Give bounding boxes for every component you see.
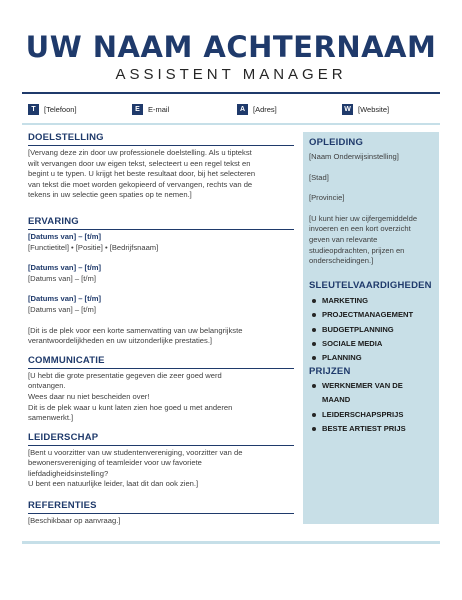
objective-line: wilt vervangen door uw eigen tekst, selecteert u een regel tekst en — [28, 158, 251, 168]
education-details: [U kunt hier uw cijfergemiddelde — [309, 213, 418, 223]
contact-address[interactable] — [237, 102, 277, 116]
section-underline — [28, 445, 294, 446]
job-dates-sub: [Datums van] – [t/m] — [28, 273, 96, 283]
objective-heading: DOELSTELLING — [28, 132, 104, 143]
email-icon: E — [132, 104, 143, 115]
skills-block — [309, 280, 437, 365]
section-underline — [28, 229, 294, 230]
communication-line: Wees daar nu niet bescheiden over! — [28, 391, 150, 401]
education-details: onderscheidingen.] — [309, 256, 374, 266]
education-details: invoeren en een kort overzicht — [309, 224, 411, 234]
education-details: geven van relevante — [309, 234, 378, 244]
email-label: E-mail — [148, 104, 170, 114]
address-label: [Adres] — [253, 104, 277, 114]
awards-list — [309, 379, 437, 436]
skill-item: MARKETING — [309, 294, 437, 308]
awards-heading: PRIJZEN — [309, 366, 351, 377]
address-icon: A — [237, 104, 248, 115]
skills-heading: SLEUTELVAARDIGHEDEN — [309, 280, 432, 291]
skill-item: BUDGETPLANNING — [309, 323, 437, 337]
leadership-line: [Bent u voorzitter van uw studentenvereniging, voorzitter van de — [28, 447, 243, 457]
leadership-line: U bent een natuurlijke leider, laat dit dan ook zien.] — [28, 479, 199, 489]
experience-summary: verantwoordelijkheden en uw uitzonderlijke prestaties.] — [28, 336, 213, 346]
awards-block — [309, 366, 437, 436]
experience-heading: ERVARING — [28, 215, 79, 227]
communication-line: ontvangen. — [28, 381, 66, 391]
phone-label: [Telefoon] — [44, 104, 77, 114]
experience-summary: [Dit is de plek voor een korte samenvatting van uw belangrijkste — [28, 325, 243, 335]
section-experience — [28, 216, 294, 347]
website-icon: W — [342, 104, 353, 115]
skill-item: PROJECTMANAGEMENT — [309, 308, 437, 322]
website-label: [Website] — [358, 104, 390, 114]
section-objective — [28, 132, 294, 201]
award-item: LEIDERSCHAPSPRIJS — [309, 408, 437, 422]
education-province: [Provincie] — [309, 193, 345, 203]
footer-divider — [22, 541, 440, 544]
job-dates-sub: [Datums van] – [t/m] — [28, 304, 96, 314]
leadership-heading: LEIDERSCHAP — [28, 431, 99, 443]
phone-icon: T — [28, 104, 39, 115]
award-item-continued: MAAND — [322, 395, 351, 405]
main-column — [28, 132, 294, 527]
communication-line: [U hebt die grote presentatie gegeven die zeer goed werd — [28, 370, 222, 380]
objective-line: tekens in uw selectie geen spaties op te nemen.] — [28, 190, 192, 200]
job-dates: [Datums van] – [t/m] — [28, 263, 101, 273]
job-dates: [Datums van] – [t/m] — [28, 294, 101, 304]
objective-line: van tekst die moet worden gekopieerd of vervangen, rechts van de — [28, 179, 253, 189]
skill-item: SOCIALE MEDIA — [309, 337, 437, 351]
objective-line: begint u te typen. U krijgt het beste resultaat door, bij het selecteren — [28, 169, 256, 179]
communication-line: samenwerkt.] — [28, 413, 74, 423]
contact-divider — [22, 123, 440, 125]
leadership-line: bewonersvereniging of teamleider voor uw favoriete — [28, 458, 202, 468]
job-dates: [Datums van] – [t/m] — [28, 231, 101, 241]
section-leadership — [28, 432, 294, 490]
contact-website[interactable] — [342, 102, 389, 116]
job-title: ASSISTENT MANAGER — [115, 66, 347, 83]
education-city: [Stad] — [309, 172, 329, 182]
contact-email[interactable] — [132, 102, 169, 116]
references-heading: REFERENTIES — [28, 500, 97, 512]
references-text: [Beschikbaar op aanvraag.] — [28, 516, 121, 526]
education-details: studieopdrachten, prijzen en — [309, 245, 405, 255]
education-block — [309, 137, 437, 267]
communication-heading: COMMUNICATIE — [28, 354, 105, 366]
section-underline — [28, 368, 294, 369]
sidebar — [303, 132, 439, 524]
skill-item: PLANNING — [309, 351, 437, 365]
section-underline — [28, 145, 294, 146]
communication-line: Dit is de plek waar u kunt laten zien hoe goed u met anderen — [28, 402, 233, 412]
leadership-line: liefdadigheidsinstelling? — [28, 468, 109, 478]
contact-phone[interactable] — [28, 102, 77, 116]
job-title-line: [Functietitel] • [Positie] • [Bedrijfsnaam] — [28, 242, 159, 252]
award-item: WERKNEMER VAN DE — [309, 379, 437, 393]
header-divider — [22, 92, 440, 94]
objective-line: [Vervang deze zin door uw professionele doelstelling. Als u tiptekst — [28, 148, 252, 157]
section-references — [28, 500, 294, 527]
section-communication — [28, 355, 294, 424]
education-school: [Naam Onderwijsinstelling] — [309, 152, 399, 161]
section-underline — [28, 513, 294, 514]
skills-list — [309, 294, 437, 365]
candidate-name: UW NAAM ACHTERNAAM — [25, 30, 437, 64]
education-heading: OPLEIDING — [309, 137, 364, 148]
award-item: BESTE ARTIEST PRIJS — [309, 422, 437, 436]
